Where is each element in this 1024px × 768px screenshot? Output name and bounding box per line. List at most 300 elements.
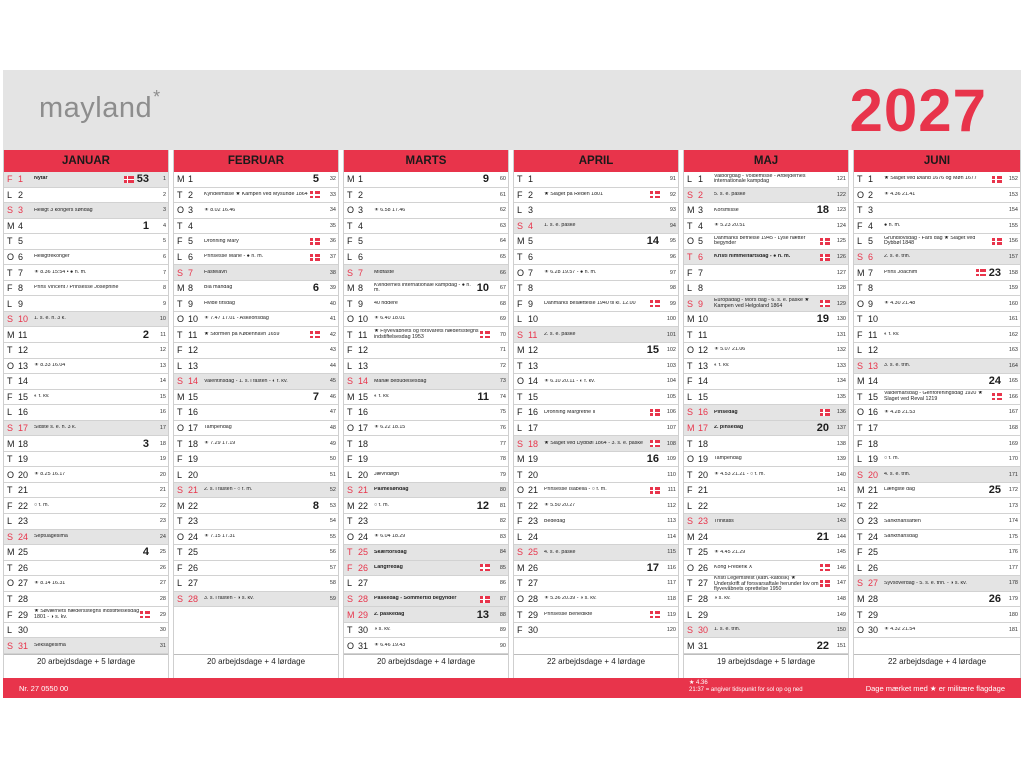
day-of-year: 130 (836, 316, 846, 323)
weekday-letter: T (857, 423, 863, 434)
day-number: 26 (18, 562, 29, 573)
day-of-year: 174 (1008, 518, 1018, 525)
day-note: Palmesøndag (374, 487, 409, 493)
day-note: Længste dag (884, 487, 915, 493)
day-row (174, 390, 338, 406)
weekday-letter: T (347, 547, 353, 558)
day-row (854, 421, 1020, 437)
day-number: 26 (698, 562, 709, 573)
weekday-letter: M (857, 376, 865, 387)
day-note: ☀ 4.45 21.29 (714, 549, 746, 555)
day-of-year: 180 (1008, 611, 1018, 618)
day-row (174, 265, 338, 281)
week-number: 3 (142, 437, 149, 450)
weekday-letter: L (177, 578, 183, 589)
day-row (344, 359, 508, 375)
day-row (514, 576, 678, 592)
day-of-year: 43 (329, 347, 336, 354)
day-of-year: 123 (836, 207, 846, 214)
day-of-year: 58 (329, 580, 336, 587)
day-row (684, 545, 848, 561)
day-note: Blå mandag (204, 285, 233, 291)
week-number: 12 (476, 499, 489, 512)
day-of-year: 3 (162, 207, 166, 214)
day-of-year: 24 (159, 533, 166, 540)
day-row (854, 483, 1020, 499)
day-row (344, 545, 508, 561)
day-number: 12 (18, 345, 29, 356)
day-row (4, 483, 168, 499)
day-of-year: 18 (159, 440, 166, 447)
day-number: 10 (358, 314, 369, 325)
weekday-letter: T (517, 283, 523, 294)
day-row (854, 592, 1020, 608)
day-number: 21 (868, 485, 879, 496)
day-row (344, 390, 508, 406)
day-number: 19 (868, 454, 879, 465)
weekday-letter: O (687, 454, 695, 465)
day-number: 3 (868, 205, 874, 216)
day-number: 11 (358, 329, 368, 340)
day-note: 2. s. e. påske (544, 331, 576, 337)
day-row (4, 421, 168, 437)
day-number: 3 (528, 205, 534, 216)
day-row (684, 390, 848, 406)
weekday-letter: L (7, 625, 13, 636)
day-note: Tampendag (714, 456, 742, 462)
month-header: APRIL (514, 150, 678, 172)
weekday-letter: M (177, 391, 185, 402)
weekday-letter: T (687, 469, 693, 480)
day-number: 28 (358, 594, 369, 605)
day-row (854, 514, 1020, 530)
weekday-letter: L (347, 469, 353, 480)
day-number: 8 (358, 283, 364, 294)
weekday-letter: F (177, 236, 183, 247)
day-number: 10 (698, 314, 709, 325)
day-row (344, 234, 508, 250)
day-note: Grundlovsdag - Fars dag ★ Slaget ved Dybbøl 1848 (884, 235, 976, 247)
day-number: 25 (188, 547, 199, 558)
day-row (514, 234, 678, 250)
day-of-year: 155 (1008, 222, 1018, 229)
day-number: 30 (528, 625, 539, 636)
weekday-letter: T (7, 485, 13, 496)
day-number: 22 (358, 500, 369, 511)
day-of-year: 161 (1008, 316, 1018, 323)
day-of-year: 20 (159, 471, 166, 478)
weekday-letter: F (857, 329, 863, 340)
day-row (684, 607, 848, 623)
day-number: 1 (528, 174, 534, 185)
header-band (3, 70, 1021, 150)
day-note: ◐ f. kv. (34, 394, 50, 400)
day-number: 13 (358, 360, 369, 371)
day-row (684, 623, 848, 639)
weekday-letter: O (347, 205, 355, 216)
day-number: 30 (18, 625, 29, 636)
day-number: 17 (358, 423, 369, 434)
week-number: 16 (646, 453, 659, 466)
day-row (4, 545, 168, 561)
day-of-year: 48 (329, 425, 336, 432)
weekday-letter: S (517, 438, 524, 449)
day-of-year: 86 (499, 580, 506, 587)
week-number: 10 (476, 282, 489, 295)
month-header: MARTS (344, 150, 508, 172)
day-list (344, 172, 508, 654)
day-of-year: 87 (499, 596, 506, 603)
day-of-year: 153 (1008, 191, 1018, 198)
day-of-year: 159 (1008, 285, 1018, 292)
day-number: 27 (358, 578, 369, 589)
day-row (174, 530, 338, 546)
danish-flag-icon (820, 409, 830, 416)
flag-legend: Dage mærket med ★ er militære flagdage (865, 684, 1005, 693)
day-note: ☀ 8.14 16.31 (34, 580, 66, 586)
day-of-year: 172 (1008, 487, 1018, 494)
day-row (854, 467, 1020, 483)
day-number: 12 (868, 345, 879, 356)
day-of-year: 158 (1008, 269, 1018, 276)
danish-flag-icon (992, 238, 1002, 245)
day-note: Kristi himmelfartsdag - ● n. m. (714, 254, 791, 260)
day-row (174, 359, 338, 375)
weekday-letter: M (177, 174, 185, 185)
month-header: FEBRUAR (174, 150, 338, 172)
day-of-year: 23 (159, 518, 166, 525)
day-note: ☀ 5.36 20.39 - ◑ s. kv. (544, 596, 597, 602)
day-number: 5 (18, 236, 24, 247)
weekday-letter: T (177, 438, 183, 449)
sun-legend-set: 21:37 (689, 687, 705, 693)
day-row (4, 312, 168, 328)
weekday-letter: M (7, 220, 15, 231)
day-row (174, 561, 338, 577)
week-number: 26 (988, 593, 1001, 606)
weekday-letter: T (347, 329, 353, 340)
week-number: 53 (136, 173, 149, 186)
month-summary: 22 arbejdsdage + 4 lørdage (854, 654, 1020, 678)
day-of-year: 138 (836, 440, 846, 447)
day-of-year: 35 (329, 222, 336, 229)
day-note: Seksagesima (34, 642, 66, 648)
weekday-letter: F (7, 609, 13, 620)
weekday-letter: L (7, 407, 13, 418)
weekday-letter: T (517, 252, 523, 262)
day-of-year: 121 (836, 176, 846, 183)
day-of-year: 41 (329, 316, 336, 323)
month-summary: 22 arbejdsdage + 4 lørdage (514, 654, 678, 678)
day-row (4, 576, 168, 592)
day-row (4, 296, 168, 312)
day-of-year: 122 (836, 191, 846, 198)
day-note: 3. s. i fasten - ◑ s. kv. (204, 596, 254, 602)
day-number: 16 (698, 407, 709, 418)
weekday-letter: L (517, 423, 523, 434)
day-number: 26 (868, 562, 879, 573)
day-note: ★ Stormen på København 1659 (204, 331, 280, 337)
week-number: 21 (816, 530, 829, 543)
brand-logo (39, 87, 161, 125)
weekday-letter: S (687, 298, 694, 309)
day-number: 7 (358, 267, 364, 278)
day-row (4, 250, 168, 266)
day-note: ★ Flyvevåbnets og forsvarets hædersstegns indstiftelsesdag 1953 (374, 329, 479, 340)
day-row (4, 327, 168, 343)
day-of-year: 57 (329, 564, 336, 571)
weekday-letter: O (857, 516, 865, 527)
day-list (514, 172, 678, 654)
week-number: 8 (312, 499, 319, 512)
weekday-letter: T (347, 298, 353, 309)
day-row (4, 390, 168, 406)
weekday-letter: M (857, 267, 865, 278)
weekday-letter: L (687, 500, 693, 511)
day-number: 16 (358, 407, 369, 418)
danish-flag-icon (992, 176, 1002, 183)
day-row (854, 405, 1020, 421)
day-of-year: 12 (159, 347, 166, 354)
day-row (684, 250, 848, 266)
day-number: 18 (188, 438, 199, 449)
day-list (4, 172, 168, 654)
day-of-year: 175 (1008, 533, 1018, 540)
day-row (174, 483, 338, 499)
day-note: Danmarks befrielse 1945 - Lyse nætter begynder (714, 235, 806, 247)
day-of-year: 53 (329, 502, 336, 509)
day-row (684, 514, 848, 530)
day-of-year: 90 (499, 642, 506, 649)
day-row (514, 436, 678, 452)
day-row (684, 498, 848, 514)
day-number: 1 (868, 174, 874, 185)
day-row (684, 467, 848, 483)
day-of-year: 110 (667, 471, 676, 478)
weekday-letter: O (7, 360, 15, 371)
day-of-year: 107 (666, 425, 676, 432)
day-number: 21 (18, 485, 29, 496)
weekday-letter: T (517, 391, 523, 402)
weekday-letter: S (687, 407, 694, 418)
day-row (854, 374, 1020, 390)
day-row (854, 203, 1020, 219)
day-row (514, 545, 678, 561)
day-number: 7 (698, 267, 704, 278)
day-of-year: 38 (329, 269, 336, 276)
day-of-year: 113 (667, 518, 676, 525)
day-of-year: 108 (666, 440, 676, 447)
day-number: 12 (698, 345, 709, 356)
day-of-year: 156 (1008, 238, 1018, 245)
day-of-year: 68 (499, 300, 506, 307)
day-of-year: 22 (159, 502, 166, 509)
weekday-letter: L (857, 345, 863, 356)
day-number: 5 (528, 236, 534, 247)
day-number: 18 (528, 438, 539, 449)
day-of-year: 26 (159, 564, 166, 571)
weekday-letter: M (347, 174, 355, 185)
day-row (684, 219, 848, 235)
weekday-letter: T (177, 516, 183, 527)
day-number: 22 (698, 500, 709, 511)
weekday-letter: S (347, 594, 354, 605)
weekday-letter: T (7, 267, 13, 278)
day-row (514, 561, 678, 577)
day-number: 23 (698, 516, 709, 527)
day-note: Prins Vincent / Prinsesse Josephine (34, 285, 119, 291)
weekday-letter: M (177, 500, 185, 511)
danish-flag-icon (976, 269, 986, 276)
day-row (4, 234, 168, 250)
week-number: 9 (482, 173, 489, 186)
day-number: 5 (358, 236, 364, 247)
day-of-year: 103 (666, 362, 676, 369)
day-of-year: 167 (1008, 409, 1018, 416)
day-number: 30 (868, 625, 879, 636)
weekday-letter: O (517, 376, 525, 387)
day-of-year: 97 (669, 269, 676, 276)
day-of-year: 118 (667, 596, 676, 603)
day-of-year: 10 (159, 316, 166, 323)
day-of-year: 31 (159, 642, 166, 649)
day-of-year: 133 (836, 362, 846, 369)
day-of-year: 119 (667, 611, 676, 618)
day-number: 21 (358, 485, 369, 496)
day-number: 18 (358, 438, 369, 449)
day-of-year: 127 (836, 269, 846, 276)
day-number: 23 (188, 516, 199, 527)
weekday-letter: T (687, 438, 693, 449)
danish-flag-icon (820, 300, 830, 307)
weekday-letter: T (517, 578, 523, 589)
week-number: 4 (142, 546, 149, 559)
day-of-year: 30 (159, 627, 166, 634)
day-note: 2. pinsedag (714, 425, 744, 431)
day-number: 2 (18, 189, 24, 200)
day-note: Hvide tirsdag (204, 300, 235, 306)
day-of-year: 111 (667, 487, 676, 494)
day-note: ◐ f. kv. (884, 331, 900, 337)
day-note: Kyndelmisse ★ Kampen ved Mysunde 1864 (204, 192, 308, 198)
day-row (344, 203, 508, 219)
weekday-letter: M (687, 423, 695, 434)
day-row (174, 343, 338, 359)
day-of-year: 33 (329, 191, 336, 198)
day-number: 18 (18, 438, 29, 449)
day-row (174, 592, 338, 608)
day-number: 26 (528, 562, 539, 573)
day-row (514, 359, 678, 375)
day-note: 2. s. i fasten - ○ f. m. (204, 487, 253, 493)
danish-flag-icon (480, 331, 490, 338)
weekday-letter: M (857, 594, 865, 605)
weekday-letter: S (347, 376, 354, 387)
weekday-letter: S (7, 640, 14, 651)
day-row (854, 188, 1020, 204)
day-row (344, 607, 508, 623)
day-number: 4 (698, 220, 704, 231)
day-row (174, 281, 338, 297)
weekday-letter: M (7, 438, 15, 449)
day-row (514, 203, 678, 219)
day-row (684, 296, 848, 312)
day-number: 30 (698, 625, 709, 636)
day-number: 6 (528, 252, 534, 262)
day-of-year: 154 (1008, 207, 1018, 214)
day-number: 20 (18, 469, 29, 480)
month-summary: 19 arbejdsdage + 5 lørdage (684, 654, 848, 678)
weekday-letter: L (517, 531, 523, 542)
day-row (4, 436, 168, 452)
day-note: ☀ 7.15 17.31 (204, 534, 236, 540)
day-number: 12 (528, 345, 539, 356)
weekday-letter: M (687, 531, 695, 542)
day-row (4, 374, 168, 390)
day-of-year: 77 (499, 440, 506, 447)
weekday-letter: O (687, 236, 695, 247)
day-number: 12 (358, 345, 369, 356)
day-row (344, 312, 508, 328)
weekday-letter: F (687, 485, 693, 496)
day-row (684, 172, 848, 188)
day-of-year: 170 (1008, 456, 1018, 463)
day-of-year: 47 (329, 409, 336, 416)
weekday-letter: L (517, 314, 523, 325)
day-of-year: 105 (666, 393, 676, 400)
day-note: Midfaste (374, 269, 395, 275)
day-of-year: 66 (499, 269, 506, 276)
day-list (174, 172, 338, 654)
week-number: 24 (988, 375, 1001, 388)
day-number: 8 (528, 283, 534, 294)
day-row (854, 498, 1020, 514)
danish-flag-icon (650, 611, 660, 618)
day-of-year: 109 (666, 456, 676, 463)
day-number: 27 (698, 578, 709, 589)
day-row (684, 374, 848, 390)
day-note: Tampendag (204, 425, 232, 431)
day-number: 29 (868, 609, 879, 620)
day-number: 9 (188, 298, 194, 309)
day-of-year: 134 (836, 378, 846, 385)
day-number: 21 (528, 485, 539, 496)
day-note: Trinitatis (714, 518, 734, 524)
day-row (344, 250, 508, 266)
day-number: 31 (18, 640, 29, 651)
weekday-letter: T (857, 174, 863, 185)
day-row (344, 592, 508, 608)
day-row (684, 436, 848, 452)
day-number: 14 (358, 376, 369, 387)
weekday-letter: T (857, 531, 863, 542)
day-number: 10 (868, 314, 879, 325)
weekday-letter: T (347, 625, 353, 636)
day-note: ☀ 6.22 18.15 (374, 425, 406, 431)
day-row (344, 576, 508, 592)
day-row (854, 172, 1020, 188)
day-of-year: 126 (836, 254, 846, 260)
day-row (854, 250, 1020, 266)
weekday-letter: O (517, 594, 525, 605)
day-row (344, 467, 508, 483)
day-number: 22 (868, 500, 879, 511)
day-row (174, 576, 338, 592)
day-of-year: 75 (499, 409, 506, 416)
danish-flag-icon (820, 254, 830, 261)
day-number: 14 (698, 376, 709, 387)
day-number: 24 (18, 531, 29, 542)
